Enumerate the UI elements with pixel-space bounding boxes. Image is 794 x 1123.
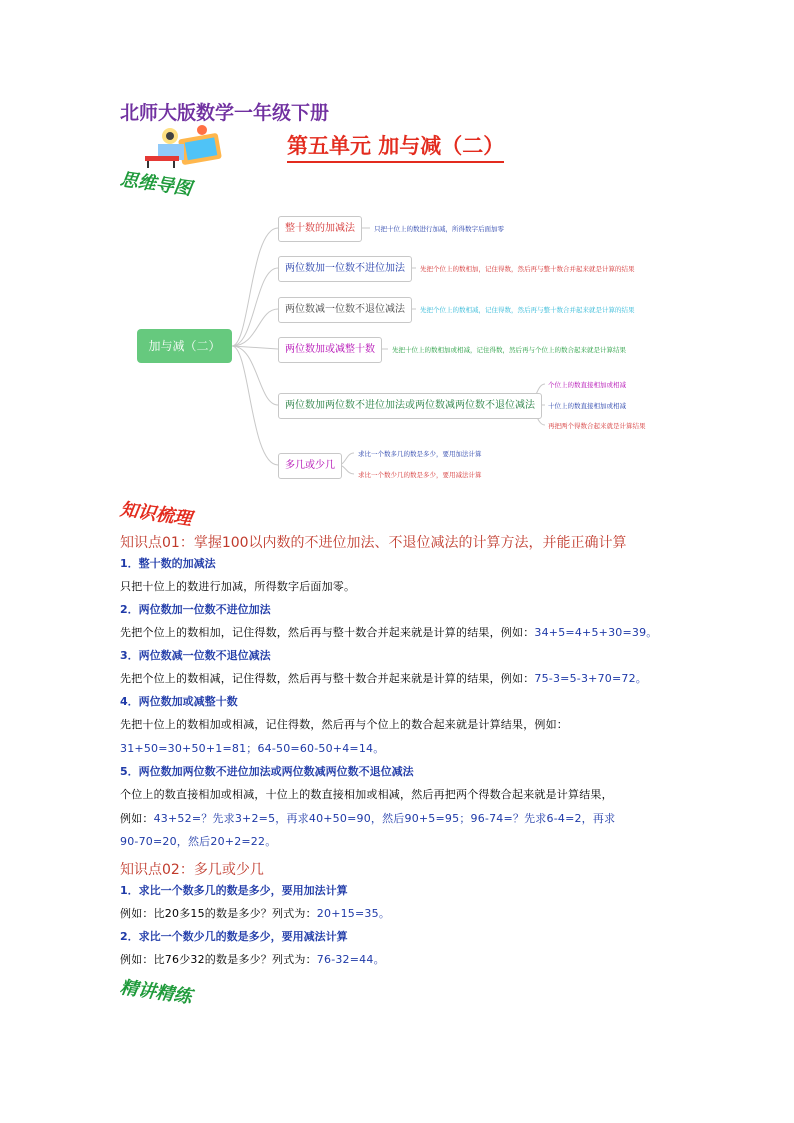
branch-whole-tens: 整十数的加减法: [278, 216, 362, 242]
kp2-item1-heading: 1．求比一个数多几的数是多少，要用加法计算: [120, 884, 348, 897]
leaf-ones-digit-rule: 个位上的数直接相加或相减: [548, 381, 626, 389]
kp1-item4-example: 31+50=30+50+1=81；64-50=60-50+4=14。: [120, 742, 385, 755]
branch-subtract-no-borrow: 两位数减一位数不退位减法: [278, 297, 412, 323]
kp1-item4-text: 先把十位上的数相加或相减，记住得数，然后再与个位上的数合起来就是计算结果，例如：: [120, 718, 568, 731]
leaf-tens-digit-rule: 十位上的数直接相加或相减: [548, 402, 626, 410]
kp1-item3-text: 先把个位上的数相减，记住得数，然后再与整十数合并起来就是计算的结果，例如：75-3=5-3+70=72。: [120, 672, 647, 685]
kp1-item3-heading: 3．两位数减一位数不退位减法: [120, 649, 271, 662]
leaf-less-rule: 求比一个数少几的数是多少，要用减法计算: [358, 471, 482, 479]
section-knowledge-heading: 知识梳理: [118, 499, 193, 530]
kp1-item2-heading: 2．两位数加一位数不进位加法: [120, 603, 271, 616]
kp2-item2-heading: 2．求比一个数少几的数是多少，要用减法计算: [120, 930, 348, 943]
branch-more-or-less: 多几或少几: [278, 453, 342, 479]
mind-map: [0, 0, 794, 500]
leaf-add-no-carry-rule: 先把个位上的数相加，记住得数，然后再与整十数合并起来就是计算的结果: [420, 265, 635, 273]
kp1-item3-example: 75-3=5-3+70=72。: [534, 672, 647, 685]
kp1-item1-text: 只把十位上的数进行加减，所得数字后面加零。: [120, 580, 356, 593]
knowledge-point-01-title: 知识点01：掌握100以内数的不进位加法、不退位减法的计算方法，并能正确计算: [120, 535, 627, 551]
branch-add-subtract-tens: 两位数加或减整十数: [278, 337, 382, 363]
mind-map-connectors: [0, 0, 794, 500]
kp2-item2-text: 例如：比76少32的数是多少？列式为：76-32=44。: [120, 953, 385, 966]
branch-add-no-carry: 两位数加一位数不进位加法: [278, 256, 412, 282]
leaf-combine-rule: 再把两个得数合起来就是计算结果: [548, 422, 646, 430]
unit-title: 第五单元 加与减（二）: [287, 130, 504, 163]
branch-two-digit-operations: 两位数加两位数不进位加法或两位数减两位数不退位减法: [278, 393, 542, 419]
section-mindmap-heading: 思维导图: [118, 169, 193, 200]
mind-map-root-label: 加与减（二）: [148, 339, 221, 353]
kp1-item2-text: 先把个位上的数相加，记住得数，然后再与整十数合并起来就是计算的结果，例如：34+5=4+5+30=39。: [120, 626, 658, 639]
kp1-item5-example-line1: 例如：43+52=？先求3+2=5，再求40+50=90，然后90+5=95；96-74=？先求6-4=2，再求: [120, 812, 616, 825]
section-practice-heading: 精讲精练: [118, 977, 193, 1008]
book-title: 北师大版数学一年级下册: [120, 102, 330, 124]
leaf-more-rule: 求比一个数多几的数是多少，要用加法计算: [358, 450, 482, 458]
kp1-item4-heading: 4．两位数加或减整十数: [120, 695, 238, 708]
kp1-item5-heading: 5．两位数加两位数不进位加法或两位数减两位数不退位减法: [120, 765, 414, 778]
kp2-item2-example: 76-32=44。: [316, 953, 385, 966]
kp1-item2-example: 34+5=4+5+30=39。: [534, 626, 658, 639]
leaf-add-subtract-tens-rule: 先把十位上的数相加或相减，记住得数，然后再与个位上的数合起来就是计算结果: [392, 346, 626, 354]
kp1-item1-heading: 1．整十数的加减法: [120, 557, 216, 570]
kp1-item5-example-line2: 90-70=20，然后20+2=22。: [120, 835, 277, 848]
knowledge-point-02-title: 知识点02：多几或少几: [120, 862, 264, 878]
mind-map-root: [137, 329, 232, 363]
kp2-item1-example: 20+15=35。: [316, 907, 391, 920]
leaf-subtract-no-borrow-rule: 先把个位上的数相减，记住得数，然后再与整十数合并起来就是计算的结果: [420, 306, 635, 314]
leaf-whole-tens-rule: 只把十位上的数进行加减，所得数字后面加零: [374, 225, 504, 233]
kp1-item5-text: 个位上的数直接相加或相减，十位上的数直接相加或相减，然后再把两个得数合起来就是计算结果，: [120, 788, 613, 801]
kp2-item1-text: 例如：比20多15的数是多少？列式为：20+15=35。: [120, 907, 391, 920]
